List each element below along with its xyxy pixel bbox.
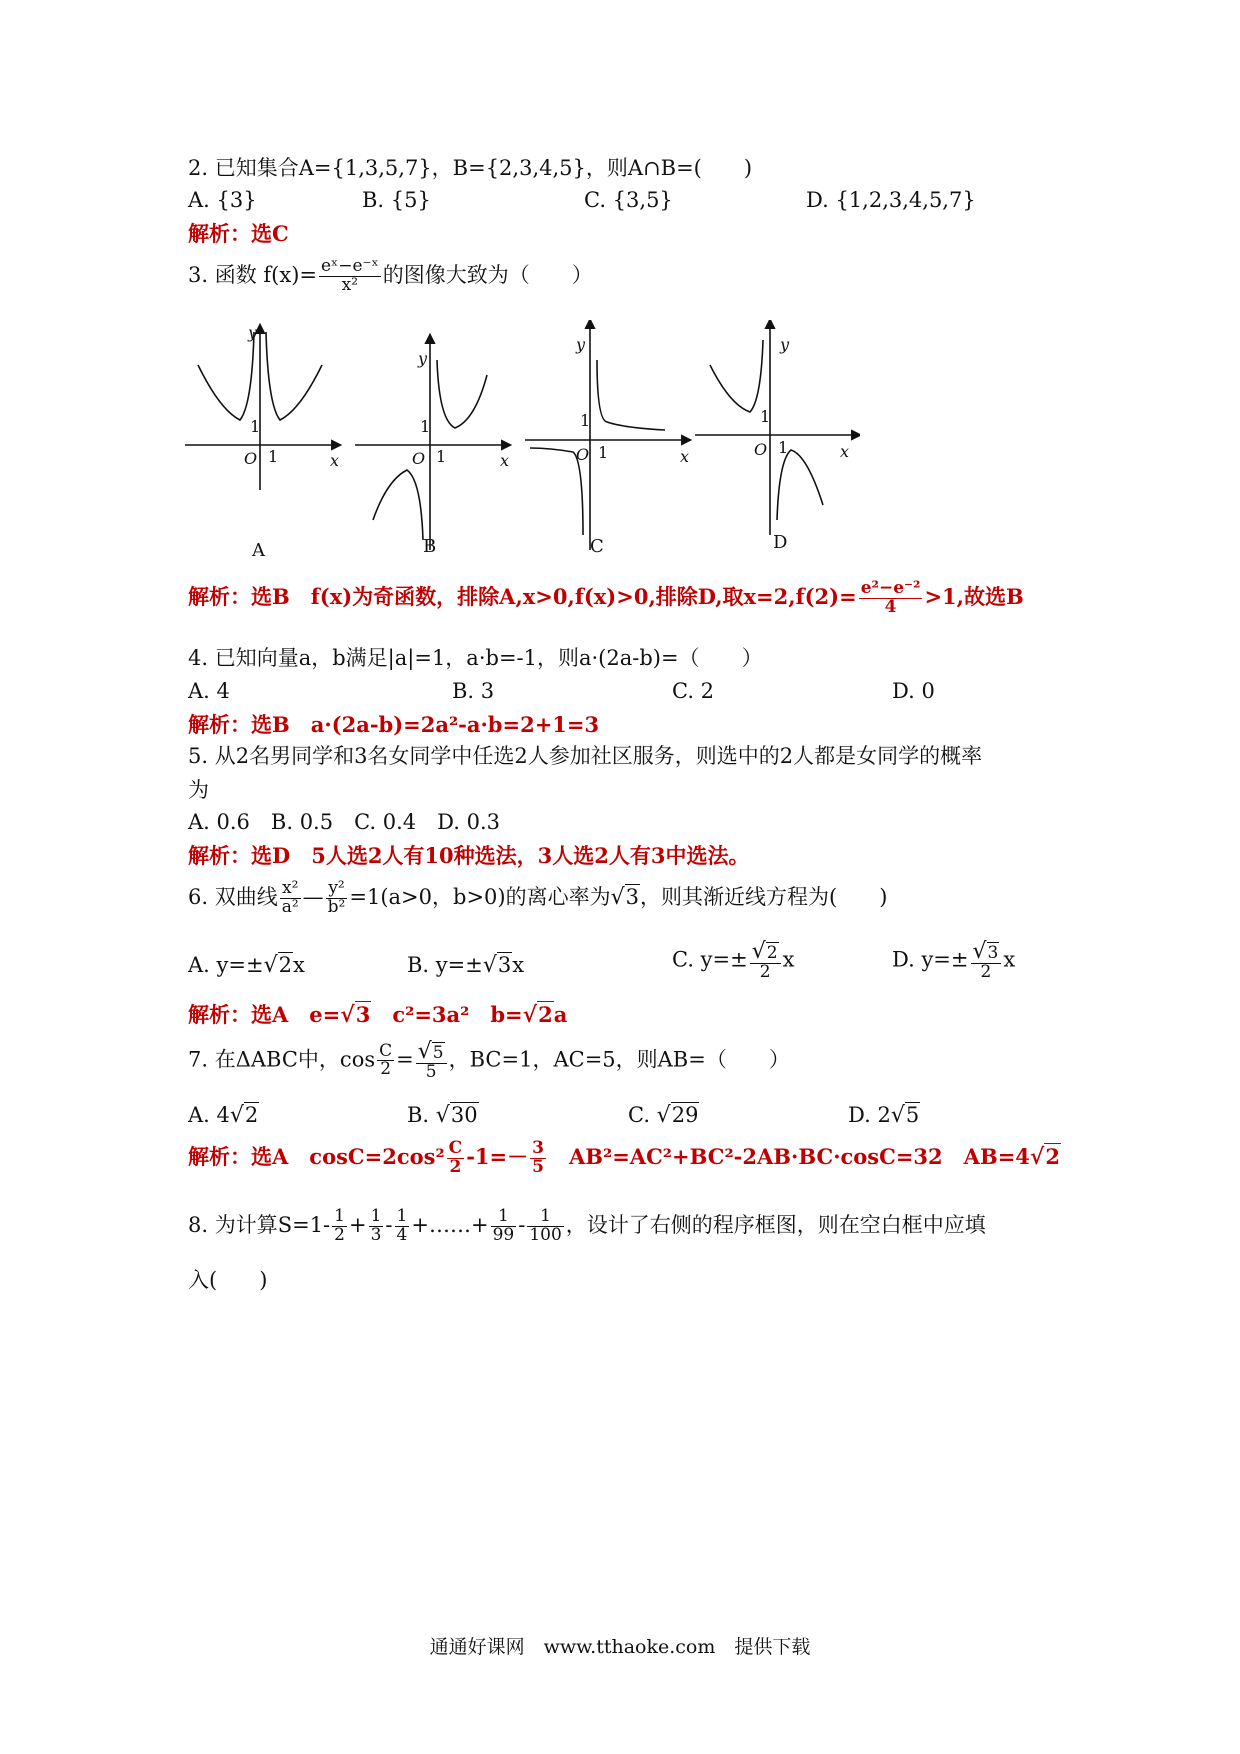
q6-stem: 6. 双曲线 $\frac{\text{x²}}{\text{a²}}$ — $\frac{\text{y²}}{\text{b²}}$ =1(a>0，b>0)的离心率为√3，则其渐近线方程为( ) xyxy=(188,878,888,917)
graph-label-c: C xyxy=(590,536,604,557)
q5-stem-line1: 5. 从2名男同学和3名女同学中任选2人参加社区服务，则选中的2人都是女同学的概率 xyxy=(188,744,983,768)
q4-option-b: B. 3 xyxy=(452,679,495,703)
graph-d-origin: O xyxy=(754,440,768,459)
graph-label-d: D xyxy=(773,532,788,553)
graph-b-unit: 1 xyxy=(420,417,431,436)
q6-option-b: B. y=±√3x xyxy=(407,953,525,978)
graph-c-unit-x: 1 xyxy=(598,443,609,462)
graph-d xyxy=(695,320,860,535)
graph-a-origin: O xyxy=(244,449,258,468)
q2-option-b: B. {5} xyxy=(362,188,431,212)
graph-b-origin: O xyxy=(412,449,426,468)
q4-option-a: A. 4 xyxy=(188,679,230,703)
graph-a-y: y xyxy=(248,323,258,342)
q7-option-d: D. 2√5 xyxy=(848,1103,920,1128)
graph-c-unit: 1 xyxy=(580,411,591,430)
graph-a xyxy=(185,325,340,490)
graph-b-y: y xyxy=(418,349,428,368)
q3-graphs xyxy=(180,320,860,560)
graph-d-y: y xyxy=(780,335,790,354)
q4-analysis: 解析：选B a·(2a-b)=2a²-a·b=2+1=3 xyxy=(188,712,600,737)
q8-stem: 8. 为计算S=1- $\frac{1}{2}$ + $\frac{1}{3}$ - $\frac{1}{4}$ +……+ $\frac{1}{99}$ - $\frac{1}{100}$ ，设计了右侧的程序框图，则在空白框中应填 xyxy=(188,1206,986,1245)
q3-stem: 3. 函数 f(x)= $\frac{\text{eˣ−e⁻ˣ}}{\text{x²}}$ 的图像大致为（ ） xyxy=(188,256,593,295)
q7-option-c: C. √29 xyxy=(628,1103,699,1128)
graph-d-x: x xyxy=(840,442,850,461)
graph-a-unit: 1 xyxy=(250,417,261,436)
graph-a-x: x xyxy=(330,451,340,470)
graph-b-unit-x: 1 xyxy=(436,447,447,466)
q6-option-c: C. y=± $\frac{√2}{2}$ x xyxy=(672,939,795,983)
graph-c-origin: O xyxy=(576,445,590,464)
q2-stem: 2. 已知集合A={1,3,5,7}，B={2,3,4,5}，则A∩B=( ) xyxy=(188,156,753,180)
graph-label-a: A xyxy=(252,540,265,560)
graph-d-unit: 1 xyxy=(760,407,771,426)
q5-analysis: 解析：选D 5人选2人有10种选法，3人选2人有3中选法。 xyxy=(188,843,750,868)
q7-option-a: A. 4√2 xyxy=(188,1103,259,1128)
q2-option-c: C. {3,5} xyxy=(584,188,673,212)
graph-b-x: x xyxy=(500,451,510,470)
q5-options: A. 0.6 B. 0.5 C. 0.4 D. 0.3 xyxy=(188,810,500,834)
graph-b xyxy=(355,335,510,550)
q4-option-d: D. 0 xyxy=(892,679,935,703)
graph-c-y: y xyxy=(576,335,586,354)
q7-stem: 7. 在ΔABC中，cos $\frac{C}{2}$ = $\frac{√5}{5}$ ，BC=1，AC=5，则AB=（ ） xyxy=(188,1039,790,1083)
q5-stem-line2: 为 xyxy=(188,778,209,802)
q7-option-b: B. √30 xyxy=(407,1103,478,1128)
q4-option-c: C. 2 xyxy=(672,679,715,703)
graph-a-unit-x: 1 xyxy=(268,447,279,466)
graph-label-b: B xyxy=(423,536,437,557)
q4-stem: 4. 已知向量a，b满足|a|=1，a·b=-1，则a·(2a-b)=（ ） xyxy=(188,646,763,670)
graph-c xyxy=(525,320,690,550)
page-footer: 通通好课网 www.tthaoke.com 提供下载 xyxy=(429,1636,811,1658)
q3-analysis: 解析：选B f(x)为奇函数，排除A,x>0,f(x)>0,排除D,取x=2,f(2)= $\frac{\text{e²−e⁻²}}{4}$ >1,故选B xyxy=(188,578,1024,617)
q6-option-d: D. y=± $\frac{√3}{2}$ x xyxy=(892,939,1016,983)
q2-option-d: D. {1,2,3,4,5,7} xyxy=(806,188,976,212)
q7-analysis: 解析：选A cosC=2cos² $\frac{C}{2}$ -1=－ $\frac{3}{5}$ AB²=AC²+BC²-2AB·BC·cosC=32 AB=4√2 xyxy=(188,1138,1060,1177)
graph-d-unit-x: 1 xyxy=(778,438,789,457)
q6-option-a: A. y=±√2x xyxy=(188,953,305,978)
graph-c-x: x xyxy=(680,447,690,466)
q8-stem-line2: 入( ) xyxy=(188,1268,268,1292)
q2-option-a: A. {3} xyxy=(188,188,257,212)
q2-analysis: 解析：选C xyxy=(188,221,289,246)
q6-analysis: 解析：选A e=√3 c²=3a² b=√2a xyxy=(188,1002,568,1028)
